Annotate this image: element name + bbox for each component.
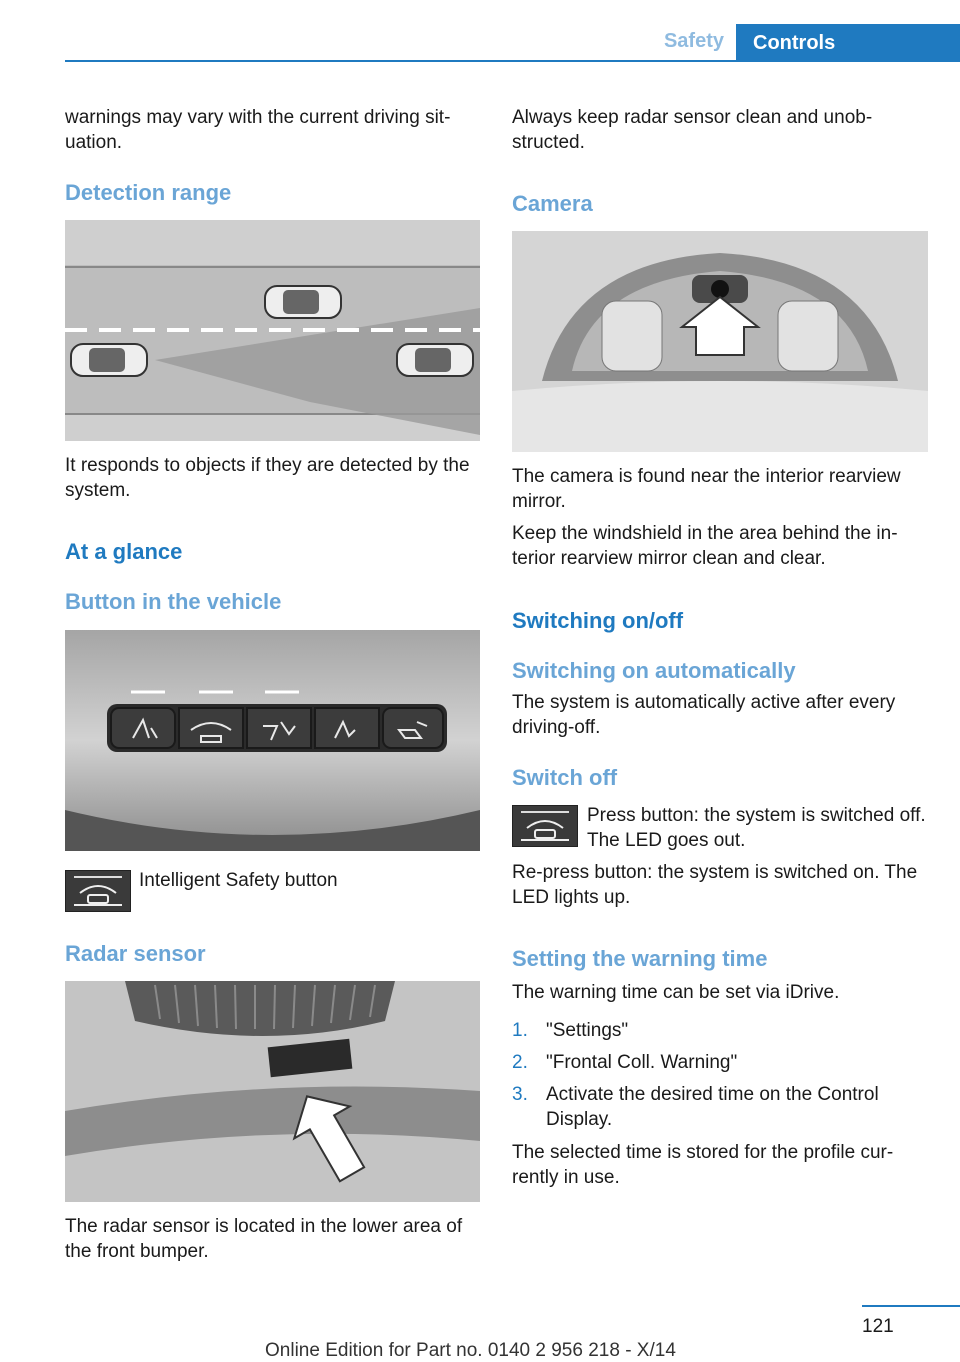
camera-text-2: Keep the windshield in the area behind the in-terior rearview mirror clean and clear. bbox=[512, 523, 898, 569]
list-item: 2. "Frontal Coll. Warning" bbox=[512, 1052, 738, 1073]
camera-location-photo bbox=[512, 231, 928, 452]
page-number: 121 bbox=[862, 1316, 894, 1337]
detection-text: It responds to objects if they are detected by the system. bbox=[65, 455, 470, 501]
repress-text: Re-press button: the system is switched on. The LED lights up. bbox=[512, 862, 918, 908]
auto-text: The system is automatically active after every driving-off. bbox=[512, 692, 896, 738]
intro-text: warnings may vary with the current driving sit-uation. bbox=[65, 107, 451, 153]
edition-text: Online Edition for Part no. 0140 2 956 218 - X/14 bbox=[265, 1340, 676, 1361]
car-ahead bbox=[265, 286, 341, 318]
footer-rule bbox=[862, 1305, 960, 1307]
car-left bbox=[71, 344, 147, 376]
switch-off-text: Press button: the system is switched off. The LED goes out. bbox=[587, 805, 926, 851]
heading-switch-off: Switch off bbox=[512, 765, 618, 790]
steps-list bbox=[512, 1018, 928, 1139]
heading-radar-sensor: Radar sensor bbox=[65, 941, 206, 966]
radar-clean-text: Always keep radar sensor clean and unob-structed. bbox=[512, 107, 873, 153]
detection-range-illustration bbox=[65, 220, 480, 441]
page-header bbox=[0, 0, 960, 62]
stored-text: The selected time is stored for the profile cur-rently in use. bbox=[512, 1142, 894, 1188]
heading-setting-warning-time: Setting the warning time bbox=[512, 946, 768, 971]
icon-caption: Intelligent Safety button bbox=[139, 870, 338, 891]
intelligent-safety-button-icon-small bbox=[512, 805, 578, 847]
radar-text: The radar sensor is located in the lower area of the front bumper. bbox=[65, 1216, 463, 1262]
list-item: 1. "Settings" bbox=[512, 1020, 629, 1041]
header-rule bbox=[65, 60, 960, 62]
warning-time-text: The warning time can be set via iDrive. bbox=[512, 982, 840, 1003]
heading-detection-range: Detection range bbox=[65, 180, 232, 205]
heading-button-in-vehicle: Button in the vehicle bbox=[65, 589, 282, 614]
intelligent-safety-button-icon bbox=[65, 870, 131, 912]
heading-at-a-glance: At a glance bbox=[65, 539, 183, 564]
radar-sensor-photo bbox=[65, 981, 480, 1202]
heading-camera: Camera bbox=[512, 191, 593, 216]
header-section-safety: Safety bbox=[663, 30, 724, 52]
car-own bbox=[397, 344, 473, 376]
camera-text-1: The camera is found near the interior rearview mirror. bbox=[512, 466, 901, 512]
list-item: 3. Activate the desired time on the Control Display. bbox=[512, 1084, 879, 1130]
button-panel-photo bbox=[65, 630, 480, 851]
heading-switching-on-off: Switching on/off bbox=[512, 608, 684, 633]
heading-switching-on-automatically: Switching on automatically bbox=[512, 658, 796, 683]
header-chapter-controls: Controls bbox=[736, 24, 960, 62]
